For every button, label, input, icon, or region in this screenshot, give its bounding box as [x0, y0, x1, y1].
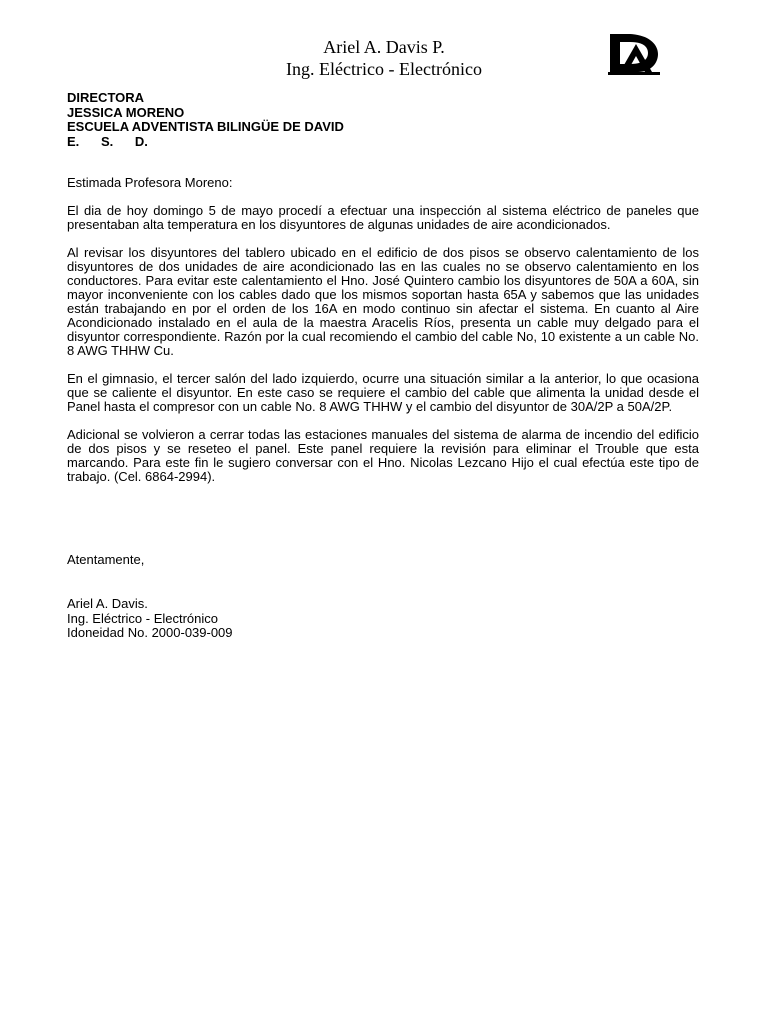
letter-paragraph-3: En el gimnasio, el tercer salón del lado izquierdo, ocurre una situación similar a la anterior, lo que ocasiona que se caliente el disyuntor. En este caso se requiere el cambio del cable que alimenta la unidad desde el Panel hasta el compresor con un cable No. 8 AWG THHW y el cambio del disyuntor de 30A/2P a 50A/2P. [67, 371, 699, 414]
da-monogram-logo [608, 32, 660, 76]
letter-paragraph-2: Al revisar los disyuntores del tablero ubicado en el edificio de dos pisos se observo calentamiento de los disyuntores de dos unidades de aire acondicionado las en las cuales no se observo calentamiento en los conductores. Para evitar este calentamiento el Hno. José Quintero cambio los disyuntores de 50A a 60A, sin mayor inconveniente con los cables dado que los mismos soportan hasta 65A y sabemos que las unidades están trabajando en por el orden de los 16A en modo continuo sin afectar el sistema. En cuanto al Aire Acondicionado instalado en el aula de la maestra Aracelis Ríos, presenta un cable muy delgado para el disyuntor correspondiente. Razón por la cual recomiendo el cambio del cable No, 10 existente a un cable No. 8 AWG THHW Cu. [67, 245, 699, 358]
letter-paragraph-4: Adicional se volvieron a cerrar todas las estaciones manuales del sistema de alarma de incendio del edificio de dos pisos y se reseteo el panel. Este panel requiere la revisión para eliminar el Trouble que esta marcando. Para este fin le sugiero conversar con el Hno. Nicolas Lezcano Hijo el cual efectúa este tipo de trabajo. (Cel. 6864-2994). [67, 427, 699, 484]
addressee-line-4: E. S. D. [67, 133, 148, 149]
signature-name: Ariel A. Davis. [67, 596, 148, 611]
signature-id: Idoneidad No. 2000-039-009 [67, 625, 233, 640]
letter-closing: Atentamente, [67, 552, 145, 567]
addressee-line-2: JESSICA MORENO [67, 104, 185, 120]
addressee-line-1: DIRECTORA [67, 90, 145, 105]
signature-block [67, 597, 233, 641]
addressee-block [67, 91, 707, 149]
header-title: Ing. Eléctrico - Electrónico [286, 59, 482, 79]
letter-paragraph-1: El dia de hoy domingo 5 de mayo procedí a efectuar una inspección al sistema eléctrico de paneles que presentaban alta temperatura en los disyuntores de algunas unidades de aire acondicionados. [67, 203, 699, 232]
letter-greeting: Estimada Profesora Moreno: [67, 175, 233, 190]
signature-title: Ing. Eléctrico - Electrónico [67, 610, 219, 626]
header-name: Ariel A. Davis P. [323, 37, 445, 57]
addressee-line-3: ESCUELA ADVENTISTA BILINGÜE DE DAVID [67, 119, 344, 134]
letter-body [67, 176, 699, 498]
